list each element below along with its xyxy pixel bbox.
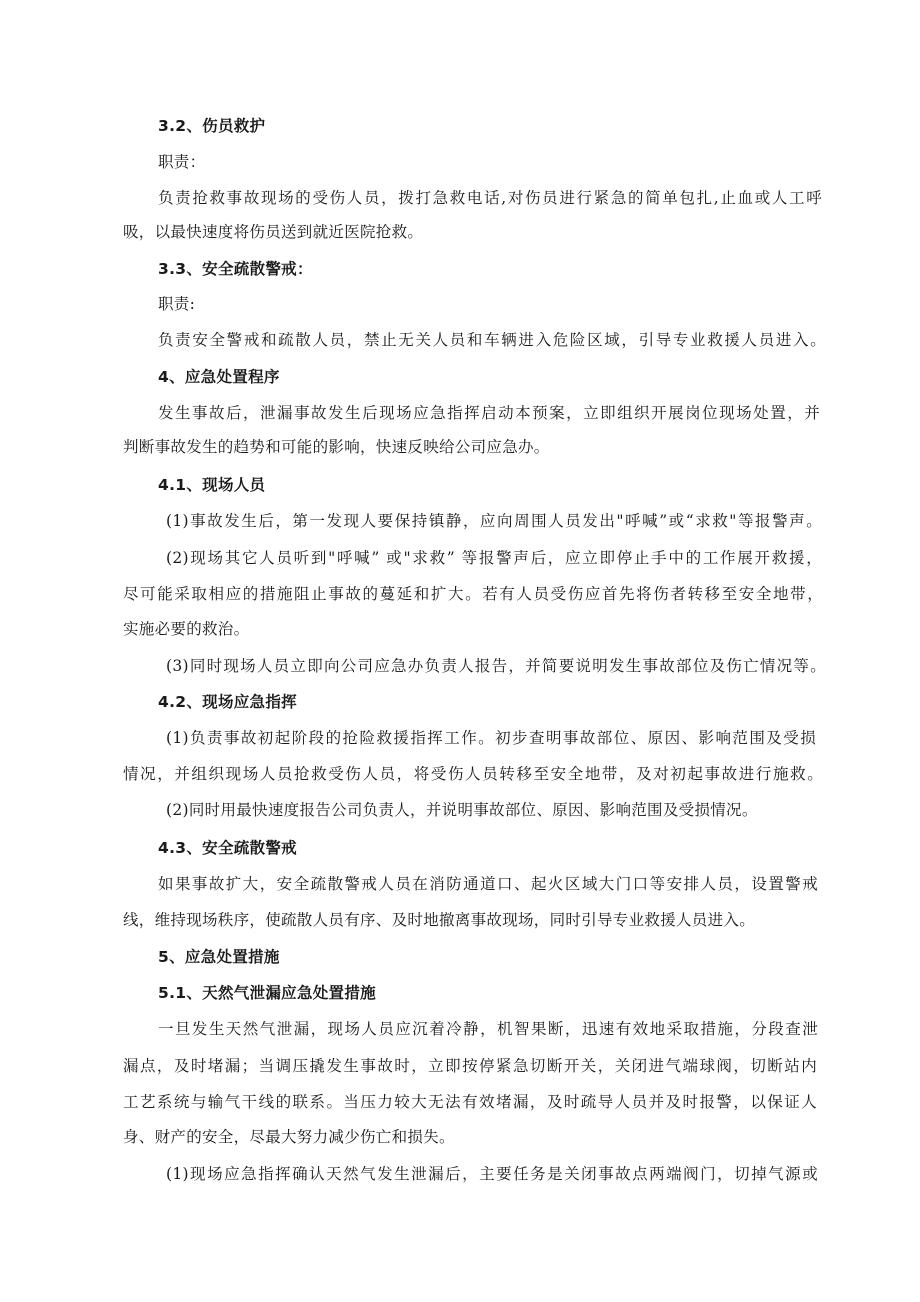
section-heading-3-3: 3.3、安全疏散警戒： (158, 260, 313, 278)
paragraph-line: 如果事故扩大，安全疏散警戒人员在消防通道口、起火区域大门口等安排人员，设置警戒 (158, 875, 818, 893)
section-heading-5-1: 5.1、天然气泄漏应急处置措施 (158, 984, 376, 1002)
paragraph-line: 漏点，及时堵漏；当调压撬发生事故时，立即按停紧急切断开关，关闭进气端球阀，切断站内 (123, 1057, 817, 1075)
paragraph-line: 发生事故后，泄漏事故发生后现场应急指挥启动本预案，立即组织开展岗位现场处置，并 (158, 404, 820, 422)
paragraph-line: 判断事故发生的趋势和可能的影响，快速反映给公司应急办。 (123, 438, 550, 456)
paragraph-line: (2)同时用最快速度报告公司负责人，并说明事故部位、原因、影响范围及受损情况。 (166, 801, 758, 819)
section-heading-4-3: 4.3、安全疏散警戒 (158, 839, 297, 857)
paragraph-line: 负责抢救事故现场的受伤人员，拨打急救电话,对伤员进行紧急的简单包扎,止血或人工呼 (158, 189, 822, 207)
paragraph-line: 尽可能采取相应的措施阻止事故的蔓延和扩大。若有人员受伤应首先将伤者转移至安全地带， (123, 585, 823, 603)
section-heading-3-2: 3.2、伤员救护 (158, 117, 266, 135)
paragraph-line: (2)现场其它人员听到"呼喊” 或"求救” 等报警声后，应立即停止手中的工作展开救援， (166, 549, 822, 567)
paragraph-line: 一旦发生天然气泄漏，现场人员应沉着冷静，机智果断，迅速有效地采取措施，分段查泄 (158, 1020, 818, 1038)
paragraph-line: 职责： (158, 153, 206, 171)
paragraph-line: (3)同时现场人员立即向公司应急办负责人报告，并简要说明发生事故部位及伤亡情况等。 (166, 657, 826, 675)
paragraph-line: 实施必要的救治。 (123, 620, 250, 638)
section-heading-4-2: 4.2、现场应急指挥 (158, 693, 297, 711)
section-heading-4: 4、应急处置程序 (158, 368, 280, 386)
section-heading-5: 5、应急处置措施 (158, 948, 280, 966)
paragraph-line: (1)现场应急指挥确认天然气发生泄漏后，主要任务是关闭事故点两端阀门，切掉气源或 (166, 1165, 818, 1183)
paragraph-line: (1)负责事故初起阶段的抢险救援指挥工作。初步查明事故部位、原因、影响范围及受损 (166, 729, 816, 747)
paragraph-line: 线，维持现场秩序，使疏散人员有序、及时地撤离事故现场，同时引导专业救援人员进入。 (123, 911, 756, 929)
paragraph-line: 工艺系统与输气干线的联系。当压力较大无法有效堵漏，及时疏导人员并及时报警，以保证人 (123, 1093, 817, 1111)
paragraph-line: (1)事故发生后，第一发现人要保持镇静，应向周围人员发出"呼喊”或“求救"等报警声。 (166, 512, 822, 530)
paragraph-line: 情况，并组织现场人员抢救受伤人员，将受伤人员转移至安全地带，及对初起事故进行施救。 (123, 765, 823, 783)
section-heading-4-1: 4.1、现场人员 (158, 476, 266, 494)
paragraph-line: 身、财产的安全，尽最大努力减少伤亡和损失。 (123, 1128, 455, 1146)
paragraph-line: 负责安全警戒和疏散人员，禁止无关人员和车辆进入危险区域，引导专业救援人员进入。 (158, 331, 826, 349)
paragraph-line: 吸，以最快速度将伤员送到就近医院抢救。 (123, 223, 424, 241)
paragraph-line: 职责: (158, 295, 196, 313)
